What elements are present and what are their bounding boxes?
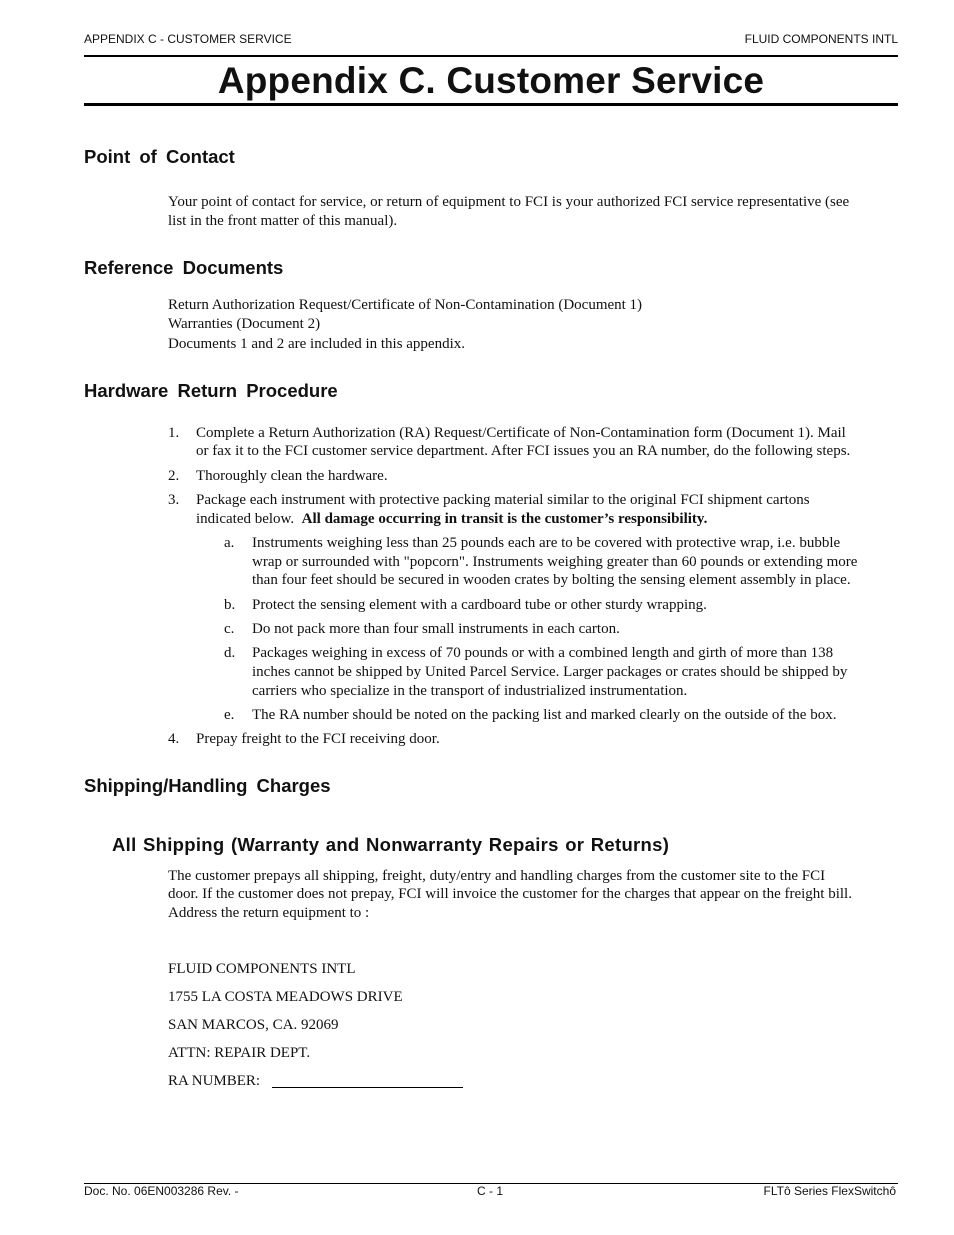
step-3-line-1: Package each instrument with protective packing material similar to the original FCI shipment cartons bbox=[196, 492, 810, 508]
sub-a-line-1: Instruments weighing less than 25 pounds each are to be covered with protective wrap, i.e. bubble bbox=[252, 535, 841, 551]
reference-line-3: Documents 1 and 2 are included in this appendix. bbox=[168, 336, 466, 352]
step-3-line-2 bbox=[196, 510, 707, 529]
subheading-all-shipping: All Shipping (Warranty and Nonwarranty Repairs or Returns) bbox=[112, 834, 670, 855]
heading-shipping-charges: Shipping/Handling Charges bbox=[84, 775, 331, 796]
step-4-text: Prepay freight to the FCI receiving door. bbox=[196, 731, 440, 747]
step-number: 1. bbox=[168, 425, 180, 441]
address-attn: ATTN: REPAIR DEPT. bbox=[168, 1045, 311, 1061]
ra-number-blank-line bbox=[272, 1087, 463, 1088]
sub-a-line-3: than four feet should be secured in wooden crates by bolting the sensing element assembly in place. bbox=[252, 572, 851, 588]
ra-number-label: RA NUMBER: bbox=[168, 1073, 261, 1089]
sub-e-text: The RA number should be noted on the packing list and marked clearly on the outside of the box. bbox=[252, 707, 837, 723]
heading-hardware-return: Hardware Return Procedure bbox=[84, 380, 338, 401]
step-number: 4. bbox=[168, 731, 180, 747]
footer-product-name: FLTô Series FlexSwitchô bbox=[763, 1184, 896, 1198]
step-number: 3. bbox=[168, 492, 180, 508]
shipping-line-1: The customer prepays all shipping, freight, duty/entry and handling charges from the customer site to the FCI bbox=[168, 868, 826, 884]
shipping-line-3: Address the return equipment to : bbox=[168, 905, 370, 921]
heading-point-of-contact: Point of Contact bbox=[84, 146, 235, 167]
contact-text-line-2: list in the front matter of this manual). bbox=[168, 213, 398, 229]
header-rule bbox=[84, 55, 898, 57]
sub-d-line-1: Packages weighing in excess of 70 pounds or with a combined length and girth of more than 138 bbox=[252, 645, 834, 661]
sub-letter: a. bbox=[224, 535, 235, 551]
address-street: 1755 LA COSTA MEADOWS DRIVE bbox=[168, 989, 403, 1005]
running-header-right: FLUID COMPONENTS INTL bbox=[744, 32, 898, 46]
step-1-line-2: or fax it to the FCI customer service department. After FCI issues you an RA number, do the following steps. bbox=[196, 443, 851, 459]
step-1-line-1: Complete a Return Authorization (RA) Request/Certificate of Non-Contamination form (Document 1). Mail bbox=[196, 425, 846, 441]
sub-c-text: Do not pack more than four small instruments in each carton. bbox=[252, 621, 620, 637]
sub-letter: c. bbox=[224, 621, 235, 637]
sub-d-line-2: inches cannot be shipped by United Parcel Service. Larger packages or crates should be shipped by bbox=[252, 664, 848, 680]
sub-letter: d. bbox=[224, 645, 236, 661]
sub-a-line-2: wrap or surrounded with "popcorn". Instruments weighing greater than 60 pounds or extending more bbox=[252, 554, 858, 570]
step-number: 2. bbox=[168, 468, 180, 484]
title-rule bbox=[84, 103, 898, 106]
sub-b-text: Protect the sensing element with a cardboard tube or other sturdy wrapping. bbox=[252, 597, 707, 613]
page-title: Appendix C. Customer Service bbox=[217, 60, 765, 101]
step-3-line-2-normal: indicated below. bbox=[196, 511, 302, 527]
address-city: SAN MARCOS, CA. 92069 bbox=[168, 1017, 339, 1033]
reference-line-2: Warranties (Document 2) bbox=[168, 316, 321, 332]
contact-text-line-1: Your point of contact for service, or return of equipment to FCI is your authorized FCI service representative (see bbox=[168, 194, 850, 210]
footer-page-number: C - 1 bbox=[476, 1184, 503, 1198]
step-2-text: Thoroughly clean the hardware. bbox=[196, 468, 388, 484]
address-company: FLUID COMPONENTS INTL bbox=[168, 961, 356, 977]
step-3-warning: All damage occurring in transit is the customer’s responsibility. bbox=[301, 511, 708, 527]
heading-reference-documents: Reference Documents bbox=[84, 257, 284, 278]
reference-line-1: Return Authorization Request/Certificate of Non-Contamination (Document 1) bbox=[168, 297, 643, 313]
shipping-line-2: door. If the customer does not prepay, FCI will invoice the customer for the charges that appear on the freight bill. bbox=[168, 886, 852, 902]
sub-letter: b. bbox=[224, 597, 236, 613]
footer-doc-number: Doc. No. 06EN003286 Rev. - bbox=[84, 1184, 239, 1198]
sub-d-line-3: carriers who specialize in the transport of industrialized instrumentation. bbox=[252, 683, 688, 699]
running-header-left: APPENDIX C - CUSTOMER SERVICE bbox=[84, 32, 292, 46]
sub-letter: e. bbox=[224, 707, 235, 723]
